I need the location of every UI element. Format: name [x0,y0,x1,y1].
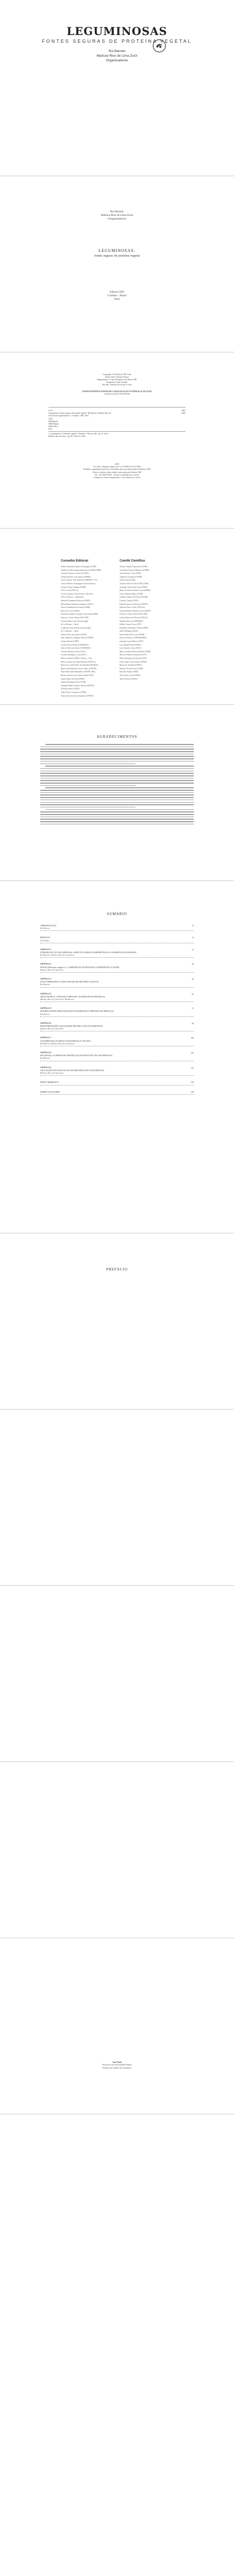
cover-authors [0,49,234,63]
toc-author: Marluce Rios de Lima Zorzi [40,1027,64,1030]
cover-page [0,0,234,176]
book-title: LEGUMINOSAS: [98,248,136,253]
copyright-line: Revisão: Analista de Escrita e Artes [102,383,132,386]
cover-title: LEGUMINOSAS [66,25,168,38]
council-member: Carlos Alberto Vilar Estêvão (UMINHO – PT) [61,579,97,582]
council-member: Clailton Ataídes de Freitas (UFSM) [120,596,148,599]
preface-signature [0,2061,234,2069]
council-member: Pedro Jorge Vieira Santos (UFPR) [120,660,147,663]
organizer-name: Rui Barreto [110,210,124,213]
council-member: Sydione Santos (UEPG) [61,688,80,690]
toc-title: APRESENTAÇÃO [40,924,57,927]
copyright-line: Proibida a reprodução parcial ou total desta obra sem autorização da Editora CRV [83,468,151,471]
toc-author: Marluce Rios de Lima Zorzi [40,1072,64,1075]
toc-author: Marluce Rios de Lima Zorzi [40,968,64,971]
toc-chapter-label: CAPÍTULO 3 [40,978,52,980]
copyright-line: Tel.: (41) 3039-6418 – E-mail: sac@editoracrv.com.br [94,473,140,476]
council-list [61,566,118,698]
toc-page-number: 17 [192,948,194,951]
text-line [40,768,194,769]
copyright-footer [0,463,234,479]
signature-affiliation: Doutora em Ciência dos Alimentos [102,2066,132,2069]
text-line [40,778,194,779]
toc-leader [40,957,194,958]
council-member: Roberto Pereira Lima (UNIR) [120,667,143,670]
text-line [40,802,194,803]
toc-title: LEGUMINOSAS NA DIETA VEGETARIANA E VEGANA [40,1039,91,1042]
council-member: Silvia Dias Costa (UEMS) [120,674,141,676]
toc-author: Ana Paula [40,939,49,942]
council-member: Jadir Rodrigues (UFJF) [120,630,138,633]
council-member: Carlos Federico Dominguez Avila (Unieuro) [61,582,96,585]
text-line [40,807,136,808]
text-line [40,797,194,798]
council-member: Hamilton Pozo (UNIPAMPA) [120,620,143,622]
toc-entry[interactable] [40,1091,194,1095]
council-member: Elione Maria Nogueira Diogenes (UFAL) [61,603,94,605]
toc-page-number: 155 [191,1081,194,1084]
council-member: Simone Rodrigues Pinto (UNB) [61,681,86,684]
copyright-line: 2022 [115,463,119,465]
toc-page-number: 29 [192,963,194,966]
cip-line: DOI [48,428,52,431]
council-member: Tadeu Oliver Gonçalves (UFPA) [61,691,87,693]
toc-chapter-label: CAPÍTULO 9 [40,1066,52,1069]
cip-line: 162 p. [48,417,54,420]
toc-leader [40,1075,194,1076]
text-line [40,761,194,762]
council-member: Josania Portela (UFPI) [61,640,79,643]
text-line [40,780,194,781]
council-member: Maria Cristina dos Santos Bezerra (UFSCar) [61,660,96,663]
organizer-name: Marluce Rios de Lima Zorzi [101,214,133,217]
text-line [40,747,194,748]
toc-title: GRÃO-DE-BICO, LENTILHA E ERVILHA: ALTERNATIVAS PROTEICAS [40,995,105,998]
toc-author: Rui Barreto; Marluce Rios de Lima Zorzi [40,1042,75,1045]
council-member: Luiz Antonio Castro (UFU) [120,647,142,650]
council-member: Maria de Lourdes Pinto de Almeida (UNOESC) [61,664,98,667]
text-line [40,749,194,750]
council-member: Luciano Rodrigues Costa (UFV) [61,654,87,656]
toc-page-number: 125 [191,1052,194,1055]
toc-leader [40,942,194,943]
toc-entry[interactable] [40,963,194,973]
summary-heading: SUMÁRIO [107,912,127,916]
toc-page-number: 109 [191,1037,194,1040]
council-member: Três de Febrero – Argentina) [61,596,83,599]
cip-line: Leguminosas: fontes seguras de proteína vegetal / Rui Barreto, Marluce Rios de [48,412,111,415]
toc-leader [40,1030,194,1031]
text-line [40,783,194,784]
toc-chapter-label: CAPÍTULO 6 [40,1022,52,1024]
text-line [45,787,194,788]
text-line [40,754,194,755]
toc-page-number: 159 [191,1090,194,1093]
council-member: Jansen Maia Del Corso (UFPR) [120,633,145,636]
signature-affiliation: Professora da Universidade Federal [102,2063,132,2066]
council-member: Cesar Gerónimo Tello (Univer. Nacional [61,592,93,595]
copyright-page [0,352,234,528]
text-line [45,744,194,745]
toc-chapter-label: CAPÍTULO 8 [40,1052,52,1054]
text-line [40,790,194,791]
text-line [40,794,194,795]
council-member: Renato Francisco dos Santos Paula (UFG) [61,674,94,676]
council-member: Paulo Romualdo Hernandes (UNIFAL-MG) [61,671,96,673]
toc-chapter-label: CAPÍTULO 2 [40,963,52,965]
council-member: Ana Maria Ferreira Menezes (UNEB) [120,569,149,571]
council-member: Francisco Carlos Duarte (PUC-PR) [120,613,147,616]
toc-author: Rui Barreto [40,1057,50,1060]
council-member: Daniel Ferreira de Oliveira (UFMT) [120,603,148,605]
text-line [40,764,136,765]
council-member: Sérgio Nunes de Jesus (IFRO) [61,677,85,680]
toc-entry[interactable] [40,993,194,1003]
title-page [0,176,234,352]
council-member: Anderson Catapan (UTFPR) [120,575,142,578]
council-member: Ronaldo Araújo (UFRJ) [120,671,139,673]
toc-entry[interactable] [40,978,194,988]
council-member: Helder Gomes Costa (UFF) [120,623,142,626]
council-member: Breno de Paula Andrade Cruz (UFRRJ) [120,589,151,592]
council-member: Tania Suely Azevedo Brasileiro (UFOPA) [61,694,94,697]
council-member: André Nunes (UnB) [120,579,136,582]
copyright-line: Imagem de capa: Freepik [106,381,128,383]
council-member: Armando João Dalla Costa (UFPR) [120,586,147,588]
toc-author: Rui Barreto; Marluce Rios de Lima Zorzi [40,954,75,957]
toc-entry[interactable] [40,924,194,931]
council-member: Nilton Marques de Oliveira (UFT) [120,657,147,660]
text-line [45,766,194,767]
blank-page [0,1410,234,1585]
council-member: Marcelo Paixão (UFRJ e UTexas – US) [61,657,92,660]
toc-page-number: 77 [192,1007,194,1010]
acknowledgements-heading: AGRADECIMENTOS [96,735,138,739]
copyright-line: Todos os direitos desta edição reservados pela Editora CRV [92,470,142,473]
councils-page [0,529,234,704]
copyright-line: Copyright © da Editora CRV Ltda. [103,373,131,376]
toc-entry[interactable] [40,1037,194,1046]
cip-heading: DADOS INTERNACIONAIS DE CATALOGAÇÃO NA PUBLICAÇÃO (CIP) [82,390,152,393]
toc-entry[interactable] [40,1007,194,1017]
council-member: Gilson Batista de Oliveira (UNILA) [120,616,148,619]
copyright-header [0,373,234,395]
text-line [40,817,194,818]
text-line [40,800,194,801]
toc-author: Marluce Rios de Lima Zorzi; Rui Barreto [40,998,75,1001]
toc-title: ÍNDICE REMISSIVO [40,1081,59,1084]
publisher-name: Editora CRV [109,291,125,294]
cip-line: ISBN Digital [48,423,59,426]
toc-title: DIGESTIBILIDADE E QUALIDADE PROTEICA DAS LEGUMINOSAS [40,1025,103,1028]
cip-line: Lima Zorzi (organizadores) – Curitiba : CRV, 2022. [48,415,89,417]
council-member: Élsio José Corá (UFFS) [61,609,80,612]
toc-leader [40,1045,194,1046]
council-member: Celso Conti (UFSCar) [61,589,78,592]
toc-title: INTRODUÇÃO ÀS LEGUMINOSAS: ASPECTOS GERAIS E IMPORTÂNCIA NA ALIMENTAÇÃO HUMANA [40,951,137,954]
text-line [40,785,136,786]
scientific-committee [120,560,176,681]
council-member: Renata de Almeida (UFMA) [120,664,142,667]
cip-line: L512 [48,410,53,412]
blank-area [0,2114,234,2576]
toc-leader [40,1094,194,1095]
publisher-city: Curitiba – Brasil [107,294,127,297]
text-line [40,773,194,774]
council-member: João Adalberto Campato Junior (UNESP) [61,637,94,639]
toc-leader [40,1084,194,1086]
council-member: Andréia da Silva Quintanilha Sousa (UNIR/UFRN) [61,569,102,571]
council-member: Joaquim Lopes Ribeiro (UFF) [120,640,143,643]
council-member: Aldira Guimarães Duarte Domínguez (UNB) [61,566,96,568]
council-member: Leonel Severo Rocha (UNISINOS) [61,643,89,646]
toc-leader [40,930,194,931]
toc-page-number: 45 [192,978,194,981]
toc-leader [40,987,194,988]
council-member: Carmen Tereza Velanga (UNIR) [61,586,86,588]
toc-title: SOBRE OS AUTORES [40,1090,60,1093]
council-member: Antônio Pereira Gaio Júnior (UFRRJ) [61,575,91,578]
text-line [40,824,194,825]
summary-page [0,881,234,1233]
council-member: Elizeu Clementino de Souza (UNEB) [61,606,90,609]
copyright-line: Editor-chefe: Railson Moura [105,376,129,378]
table-of-contents [40,924,194,1100]
toc-entry[interactable] [40,1052,194,1061]
cip-subjects [48,433,186,438]
copyright-line: Conheça os nossos lançamentos: www.editoracrv.com.br [93,476,141,479]
toc-title: PREFÁCIO [40,936,51,939]
organizer-role: (Organizadores) [108,217,126,221]
council-member: Ana Monteiro Costa (UPE) [120,572,141,575]
council-member: Jucilene Ribeiro Martins Costa (UERJ) [120,609,151,612]
cip-line: ISBN Físico [48,426,58,428]
publisher-logo-icon [153,39,166,53]
toc-title: FEIJÃO (Phaseolus vulgaris L.): COMPOSIÇÃO NUTRICIONAL E BENEFÍCIOS À SAÚDE [40,965,120,969]
toc-author: Rui Barreto [40,983,50,986]
preface-page [0,1233,234,1409]
toc-entry[interactable] [40,1022,194,1032]
toc-leader [40,972,194,973]
text-line [40,804,194,805]
council-member: Eduardo Fernandes Barbosa (UFMG) [61,599,91,602]
council-member: Jeferson Tenório (UNIGRANRIO) [120,637,147,639]
council-member: Lourdes Helena da Silva (UFV) [61,650,86,653]
text-line [40,751,194,752]
cip-line: 1. Leguminosas 2. Proteína vegetal 3. Nutrição I. Barreto, Rui. org. II. Zorzi, [48,433,109,435]
acknowledgements-page [0,705,234,880]
toc-page-number: 61 [192,992,194,995]
toc-author: Rui Barreto [40,927,50,930]
cip-line: Bibliografia [48,420,58,422]
copyright-line: Diagramação e Capa: Designers da Editora CRV [97,378,137,381]
toc-entry[interactable] [40,948,194,958]
council-member: Marcos Antônio Gonçalves (UFV) [120,654,147,656]
cip-line: Marluce Rios de Lima. org. III. Título IV. Série [48,435,86,438]
council-heading: Conselho Editorial [61,560,89,563]
toc-chapter-label: CAPÍTULO 5 [40,1007,52,1010]
toc-chapter-label: CAPÍTULO 1 [40,948,52,951]
cip-record [48,407,186,432]
council-member: Fernando Antônio Gonçalves Alcoforado (IPB) [61,613,98,616]
text-line [40,814,194,815]
council-member: Jailson Alves dos Santos (UFRJ) [61,633,87,636]
organizers [0,210,234,221]
council-member: Eduardo Pinto e Silva (UFSCar) [120,606,145,609]
toc-page-number: 11 [192,924,194,927]
text-line [40,821,194,822]
council-member: Maria Lília Imbiriba Sousa Colares (UFOPA) [61,667,97,670]
copyright-line: Foi feito o depósito legal conf. Lei 10.994 de 14/12/2004 [93,465,141,468]
cover-author: Rui Barreto [108,49,126,53]
toc-page-number: 13 [192,936,194,939]
text-line [40,792,194,793]
council-member: Humberto Fernandes Villela (UFRJ) [120,626,148,629]
toc-chapter-label: CAPÍTULO 7 [40,1037,52,1039]
council-member: Lídia de Oliveira Xavier (UNIEURO) [61,647,91,650]
toc-title: FATORES ANTINUTRICIONAIS EM LEGUMINOSAS E MÉTODOS DE REDUÇÃO [40,1010,114,1013]
council-member: Solange Helena Ximenes-Rocha (UFOPA) [61,684,94,687]
text-line [40,819,194,820]
toc-title: SOJA E DERIVADOS: FONTE SEGURA DE PROTEÍNA VEGETAL [40,980,99,984]
text-line [40,771,194,772]
acknowledgements-text [40,744,194,826]
preface-closing-page [0,1938,234,2114]
toc-leader [40,1001,194,1002]
council-member: Carlos Alberto Ramos (UNB) [120,592,143,595]
cip-class-line: CDD [181,412,186,415]
cover-subtitle: FONTES SEGURAS DE PROTEÍNA VEGETAL [42,39,192,44]
toc-leader [40,1060,194,1061]
toc-page-number: 93 [192,1022,194,1025]
signature-name: Ana Paula [112,2061,122,2063]
council-member: Gloria Fariñas León (Universidade [61,620,89,622]
council-list [120,566,176,681]
toc-leader [40,1016,194,1017]
text-line [40,758,194,759]
text-line [40,756,194,757]
toc-title: APLICAÇÕES TECNOLÓGICAS DAS PROTEÍNAS DE LEGUMINOSAS [40,1069,105,1072]
cip-class [181,410,186,415]
cip-class-line: CDU [181,410,186,412]
council-member: Guillermo Arias Beatón (Universidade [61,626,91,629]
editorial-council [61,560,118,698]
council-member: de La Havana – Cuba) [61,623,79,626]
council-member: Tales Ferreira (UFBA) [120,677,138,680]
preface-continued-page [0,1762,234,1938]
council-member: Francisco Carlos Duarte (PUC-PR) [61,616,89,619]
cover-author: Marluce Rios de Lima Zorzi [96,54,138,58]
council-heading: Comitê Científico [120,560,145,563]
toc-page-number: 141 [191,1066,194,1069]
book-subtitle: fontes seguras de proteína vegetal [94,254,140,258]
council-member: Luís Manuel Dias (UFMG) [120,643,141,646]
preface-heading: PREFÁCIO [106,1267,128,1272]
cip-subheading: CATALOGAÇÃO NA FONTE [104,393,130,395]
cover-title-block [0,25,234,63]
publisher-info [0,291,234,301]
toc-entry[interactable] [40,1081,194,1085]
council-member: Marco Aurélio Pereira Andrade (UFRJ) [120,650,151,653]
text-line [40,775,194,776]
council-member: Anselmo Alencar Colares (UFOPA) [61,572,89,575]
text-line [45,809,194,810]
council-member: Afonso Cláudio Figueiredo (UFRJ) [120,566,147,568]
cip-text [48,410,162,431]
text-line [40,811,194,812]
cover-author-role: Organizadores [106,59,128,62]
council-member: Antonio Isidro da Silva Filho (UNB) [120,582,149,585]
toc-title: SEGURANÇA ALIMENTAR E PRODUÇÃO SUSTENTÁVEL DE LEGUMINOSAS [40,1054,112,1057]
toc-entry[interactable] [40,1066,194,1076]
council-member: de La Havana – Cuba) [61,630,79,633]
toc-entry[interactable] [40,936,194,943]
publication-year: 2022 [114,298,120,301]
council-member: Claudio Gontijo (UFSJ) [120,599,139,602]
toc-chapter-label: CAPÍTULO 4 [40,992,52,995]
preface-continued-page [0,1586,234,1761]
toc-author: Rui Barreto [40,1012,50,1015]
